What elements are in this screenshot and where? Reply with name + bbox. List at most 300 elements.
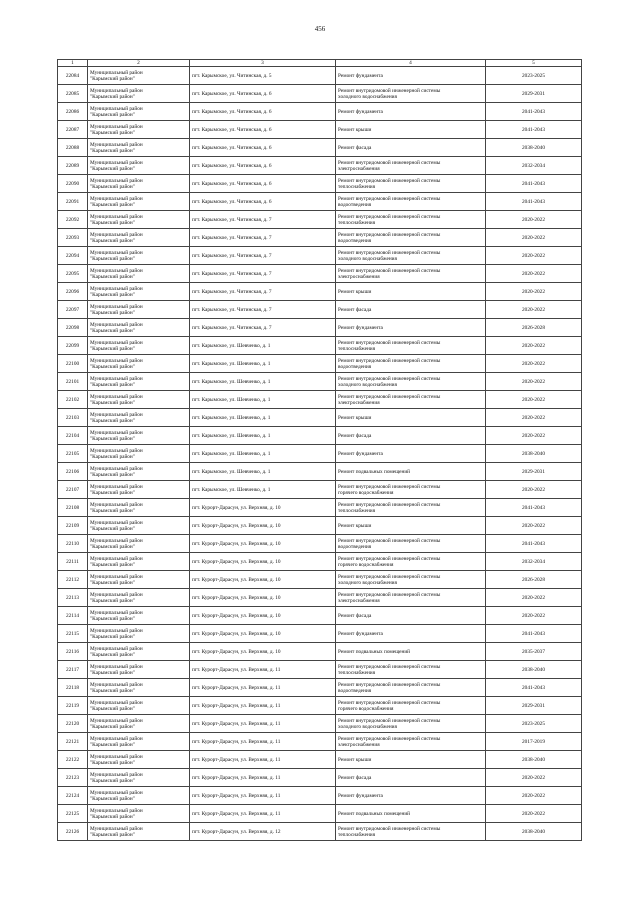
period-cell: 2020-2022 [486,481,582,499]
municipality-cell [88,85,190,103]
work-line: Ремонт фундамента [338,108,383,115]
period-cell: 2020-2022 [486,229,582,247]
table-row [58,391,582,409]
address-cell: пгт. Карымское, ул. Читинская, д. 6 [190,103,336,121]
address-cell: пгт. Карымское, ул. Читинская, д. 6 [190,175,336,193]
work-cell [336,643,486,661]
period-cell: 2020-2022 [486,409,582,427]
municipality-cell [88,283,190,301]
municipality-line-2: "Карымский район" [90,201,135,208]
period-cell: 2041-2043 [486,103,582,121]
row-number: 22095 [58,265,88,283]
period-cell: 2029-2031 [486,463,582,481]
municipality-line-2: "Карымский район" [90,795,135,802]
municipality-line-1: Муниципальный район [90,717,143,724]
municipality-cell [88,535,190,553]
table-row [58,643,582,661]
work-line: Ремонт внутридомовой инженерной системы [338,231,441,238]
table-row [58,607,582,625]
row-number: 22106 [58,463,88,481]
municipality-line-1: Муниципальный район [90,609,143,616]
municipality-cell [88,787,190,805]
work-line: электроснабжения [338,597,380,604]
address-cell: пгт. Карымское, ул. Шевченко, д. 1 [190,463,336,481]
table-row [58,661,582,679]
work-cell [336,499,486,517]
work-line: Ремонт фасада [338,306,372,313]
municipality-cell [88,679,190,697]
row-number: 22125 [58,805,88,823]
work-line: Ремонт внутридомовой инженерной системы [338,825,441,832]
period-cell: 2023-2025 [486,715,582,733]
table-row [58,589,582,607]
municipality-line-2: "Карымский район" [90,435,135,442]
municipality-line-1: Муниципальный район [90,825,143,832]
row-number: 22108 [58,499,88,517]
municipality-line-1: Муниципальный район [90,393,143,400]
address-cell: пгт. Карымское, ул. Шевченко, д. 1 [190,373,336,391]
period-cell: 2020-2022 [486,589,582,607]
municipality-cell [88,553,190,571]
address-cell: пгт. Курорт-Дарасун, ул. Верхняя, д. 11 [190,805,336,823]
municipality-cell [88,517,190,535]
municipality-cell [88,265,190,283]
municipality-cell [88,391,190,409]
municipality-line-2: "Карымский район" [90,831,135,838]
address-cell: пгт. Карымское, ул. Шевченко, д. 1 [190,337,336,355]
row-number: 22109 [58,517,88,535]
period-cell: 2038-2040 [486,445,582,463]
period-cell: 2041-2043 [486,193,582,211]
municipality-line-1: Муниципальный район [90,159,143,166]
municipality-cell [88,445,190,463]
work-cell [336,229,486,247]
period-cell: 2041-2043 [486,499,582,517]
table-row [58,67,582,85]
municipality-line-1: Муниципальный район [90,807,143,814]
work-cell [336,625,486,643]
address-cell: пгт. Карымское, ул. Читинская, д. 7 [190,211,336,229]
address-cell: пгт. Карымское, ул. Читинская, д. 7 [190,283,336,301]
period-cell: 2020-2022 [486,769,582,787]
address-cell: пгт. Курорт-Дарасун, ул. Верхняя, д. 11 [190,697,336,715]
work-line: холодного водоснабжения [338,93,397,100]
work-line: Ремонт фасада [338,432,372,439]
work-line: горячего водоснабжения [338,561,394,568]
work-line: водоотведения [338,363,372,370]
municipality-line-2: "Карымский район" [90,615,135,622]
work-line: Ремонт фундамента [338,792,383,799]
municipality-cell [88,337,190,355]
address-cell: пгт. Курорт-Дарасун, ул. Верхняя, д. 11 [190,751,336,769]
municipality-line-2: "Карымский район" [90,237,135,244]
row-number: 22104 [58,427,88,445]
municipality-line-1: Муниципальный район [90,303,143,310]
address-cell: пгт. Карымское, ул. Читинская, д. 7 [190,319,336,337]
work-line: Ремонт фундамента [338,630,383,637]
row-number: 22119 [58,697,88,715]
row-number: 22123 [58,769,88,787]
table-row [58,769,582,787]
municipality-line-2: "Карымский район" [90,489,135,496]
work-line: Ремонт фасада [338,144,372,151]
work-cell [336,823,486,841]
table-row [58,247,582,265]
work-line: Ремонт фундамента [338,450,383,457]
work-cell [336,139,486,157]
row-number: 22094 [58,247,88,265]
municipality-line-2: "Карымский район" [90,453,135,460]
municipality-line-1: Муниципальный район [90,663,143,670]
municipality-line-1: Муниципальный район [90,519,143,526]
work-cell [336,445,486,463]
municipality-line-1: Муниципальный район [90,213,143,220]
work-line: Ремонт внутридомовой инженерной системы [338,213,441,220]
municipality-line-1: Муниципальный район [90,591,143,598]
work-line: Ремонт крыши [338,126,372,133]
municipality-cell [88,409,190,427]
address-cell: пгт. Курорт-Дарасун, ул. Верхняя, д. 10 [190,553,336,571]
row-number: 22097 [58,301,88,319]
row-number: 22087 [58,121,88,139]
municipality-line-1: Муниципальный район [90,483,143,490]
municipality-line-1: Муниципальный район [90,555,143,562]
period-cell: 2020-2022 [486,301,582,319]
address-cell: пгт. Курорт-Дарасун, ул. Верхняя, д. 10 [190,643,336,661]
table-row [58,193,582,211]
work-cell [336,697,486,715]
work-line: Ремонт внутридомовой инженерной системы [338,681,441,688]
municipality-line-2: "Карымский район" [90,291,135,298]
municipality-line-1: Муниципальный район [90,465,143,472]
table-row [58,373,582,391]
municipality-line-1: Муниципальный район [90,69,143,76]
municipality-line-1: Муниципальный район [90,339,143,346]
work-cell [336,589,486,607]
work-line: Ремонт внутридомовой инженерной системы [338,249,441,256]
row-number: 22115 [58,625,88,643]
municipality-line-2: "Карымский район" [90,597,135,604]
header-col-5: 5 [486,60,582,67]
table-header [58,60,582,67]
address-cell: пгт. Карымское, ул. Читинская, д. 6 [190,121,336,139]
municipality-line-1: Муниципальный район [90,681,143,688]
period-cell: 2020-2022 [486,607,582,625]
municipality-line-1: Муниципальный район [90,195,143,202]
period-cell: 2041-2043 [486,121,582,139]
municipality-line-2: "Карымский район" [90,219,135,226]
work-line: Ремонт подвальных помещений [338,468,410,475]
row-number: 22117 [58,661,88,679]
work-cell [336,571,486,589]
address-cell: пгт. Курорт-Дарасун, ул. Верхняя, д. 10 [190,607,336,625]
municipality-cell [88,823,190,841]
municipality-line-1: Муниципальный район [90,141,143,148]
municipality-cell [88,121,190,139]
municipality-line-2: "Карымский район" [90,507,135,514]
work-line: Ремонт внутридомовой инженерной системы [338,663,441,670]
work-cell [336,67,486,85]
table-row [58,499,582,517]
work-line: Ремонт внутридомовой инженерной системы [338,177,441,184]
work-line: Ремонт крыши [338,756,372,763]
work-cell [336,283,486,301]
municipality-cell [88,67,190,85]
work-cell [336,175,486,193]
municipality-cell [88,805,190,823]
municipality-cell [88,643,190,661]
address-cell: пгт. Курорт-Дарасун, ул. Верхняя, д. 12 [190,823,336,841]
address-cell: пгт. Карымское, ул. Шевченко, д. 1 [190,409,336,427]
work-cell [336,265,486,283]
work-cell [336,553,486,571]
table-row [58,139,582,157]
address-cell: пгт. Курорт-Дарасун, ул. Верхняя, д. 10 [190,535,336,553]
table-row [58,229,582,247]
row-number: 22122 [58,751,88,769]
municipality-line-2: "Карымский район" [90,75,135,82]
period-cell: 2032-2034 [486,553,582,571]
municipality-cell [88,139,190,157]
address-cell: пгт. Карымское, ул. Читинская, д. 6 [190,139,336,157]
municipality-line-2: "Карымский район" [90,669,135,676]
work-line: горячего водоснабжения [338,705,394,712]
municipality-cell [88,355,190,373]
work-cell [336,769,486,787]
row-number: 22099 [58,337,88,355]
row-number: 22089 [58,157,88,175]
work-line: электроснабжения [338,165,380,172]
period-cell: 2020-2022 [486,787,582,805]
work-cell [336,103,486,121]
municipality-cell [88,229,190,247]
period-cell: 2020-2022 [486,355,582,373]
municipality-line-1: Муниципальный район [90,699,143,706]
table-row [58,103,582,121]
municipality-line-1: Муниципальный район [90,753,143,760]
work-line: Ремонт внутридомовой инженерной системы [338,537,441,544]
table-row [58,337,582,355]
period-cell: 2041-2043 [486,625,582,643]
municipality-cell [88,319,190,337]
period-cell: 2035-2037 [486,643,582,661]
municipality-line-2: "Карымский район" [90,111,135,118]
period-cell: 2026-2028 [486,571,582,589]
period-cell: 2038-2040 [486,823,582,841]
work-line: теплоснабжения [338,831,376,838]
municipality-line-1: Муниципальный район [90,375,143,382]
work-cell [336,535,486,553]
row-number: 22088 [58,139,88,157]
work-line: Ремонт внутридомовой инженерной системы [338,195,441,202]
header-col-2: 2 [88,60,190,67]
work-cell [336,193,486,211]
period-cell: 2038-2040 [486,751,582,769]
work-cell [336,481,486,499]
municipality-cell [88,697,190,715]
table-row [58,445,582,463]
municipality-cell [88,175,190,193]
period-cell: 2029-2031 [486,85,582,103]
work-line: Ремонт внутридомовой инженерной системы [338,555,441,562]
municipality-line-1: Муниципальный район [90,105,143,112]
work-line: теплоснабжения [338,183,376,190]
work-cell [336,517,486,535]
row-number: 22096 [58,283,88,301]
work-cell [336,661,486,679]
table-row [58,301,582,319]
municipality-line-2: "Карымский район" [90,651,135,658]
table-row [58,697,582,715]
work-line: Ремонт внутридомовой инженерной системы [338,159,441,166]
work-line: электроснабжения [338,273,380,280]
row-number: 22086 [58,103,88,121]
work-line: Ремонт крыши [338,522,372,529]
work-cell [336,373,486,391]
work-cell [336,391,486,409]
municipality-cell [88,463,190,481]
work-cell [336,607,486,625]
row-number: 22090 [58,175,88,193]
row-number: 22103 [58,409,88,427]
period-cell: 2038-2040 [486,139,582,157]
municipality-cell [88,499,190,517]
row-number: 22114 [58,607,88,625]
row-number: 22118 [58,679,88,697]
work-line: Ремонт крыши [338,288,372,295]
work-cell [336,319,486,337]
table-row [58,463,582,481]
municipality-line-2: "Карымский район" [90,327,135,334]
municipality-line-1: Муниципальный район [90,645,143,652]
municipality-line-1: Муниципальный район [90,429,143,436]
work-line: теплоснабжения [338,219,376,226]
municipality-line-1: Муниципальный район [90,771,143,778]
work-line: холодного водоснабжения [338,579,397,586]
period-cell: 2038-2040 [486,661,582,679]
table-row [58,481,582,499]
work-cell [336,733,486,751]
address-cell: пгт. Курорт-Дарасун, ул. Верхняя, д. 11 [190,661,336,679]
table-row [58,283,582,301]
address-cell: пгт. Карымское, ул. Читинская, д. 6 [190,85,336,103]
municipality-cell [88,103,190,121]
row-number: 22105 [58,445,88,463]
work-cell [336,121,486,139]
work-line: Ремонт внутридомовой инженерной системы [338,699,441,706]
work-cell [336,409,486,427]
work-line: Ремонт внутридомовой инженерной системы [338,87,441,94]
period-cell: 2026-2028 [486,319,582,337]
address-cell: пгт. Курорт-Дарасун, ул. Верхняя, д. 11 [190,733,336,751]
municipality-line-1: Муниципальный район [90,447,143,454]
work-cell [336,427,486,445]
work-line: теплоснабжения [338,669,376,676]
period-cell: 2020-2022 [486,427,582,445]
municipality-line-1: Муниципальный район [90,357,143,364]
municipality-line-2: "Карымский район" [90,561,135,568]
municipality-cell [88,373,190,391]
municipality-line-2: "Карымский район" [90,417,135,424]
municipality-line-2: "Карымский район" [90,741,135,748]
work-line: холодного водоснабжения [338,723,397,730]
period-cell: 2020-2022 [486,247,582,265]
municipality-cell [88,427,190,445]
work-cell [336,715,486,733]
period-cell: 2020-2022 [486,391,582,409]
municipality-line-2: "Карымский район" [90,165,135,172]
table-row [58,265,582,283]
table-row [58,715,582,733]
address-cell: пгт. Карымское, ул. Читинская, д. 7 [190,229,336,247]
row-number: 22112 [58,571,88,589]
municipality-line-1: Муниципальный район [90,123,143,130]
address-cell: пгт. Курорт-Дарасун, ул. Верхняя, д. 10 [190,625,336,643]
address-cell: пгт. Карымское, ул. Шевченко, д. 1 [190,391,336,409]
work-line: теплоснабжения [338,345,376,352]
header-col-4: 4 [336,60,486,67]
row-number: 22102 [58,391,88,409]
table-row [58,823,582,841]
work-cell [336,679,486,697]
work-cell [336,301,486,319]
address-cell: пгт. Карымское, ул. Шевченко, д. 1 [190,481,336,499]
address-cell: пгт. Курорт-Дарасун, ул. Верхняя, д. 10 [190,499,336,517]
address-cell: пгт. Курорт-Дарасун, ул. Верхняя, д. 11 [190,787,336,805]
municipality-line-1: Муниципальный район [90,573,143,580]
work-line: Ремонт внутридомовой инженерной системы [338,339,441,346]
work-line: водоотведения [338,687,372,694]
table-row [58,85,582,103]
address-cell: пгт. Курорт-Дарасун, ул. Верхняя, д. 11 [190,679,336,697]
work-line: Ремонт крыши [338,414,372,421]
header-row [58,60,582,67]
municipality-line-2: "Карымский район" [90,759,135,766]
municipality-line-2: "Карымский район" [90,723,135,730]
row-number: 22110 [58,535,88,553]
work-line: Ремонт подвальных помещений [338,648,410,655]
table-row [58,211,582,229]
registry-table [57,59,582,841]
municipality-cell [88,589,190,607]
work-line: водоотведения [338,237,372,244]
period-cell: 2023-2025 [486,67,582,85]
work-line: Ремонт внутридомовой инженерной системы [338,267,441,274]
row-number: 22120 [58,715,88,733]
table-row [58,733,582,751]
work-cell [336,751,486,769]
table-row [58,157,582,175]
row-number: 22100 [58,355,88,373]
work-line: Ремонт внутридомовой инженерной системы [338,717,441,724]
address-cell: пгт. Курорт-Дарасун, ул. Верхняя, д. 10 [190,517,336,535]
municipality-line-2: "Карымский район" [90,309,135,316]
period-cell: 2020-2022 [486,283,582,301]
municipality-line-2: "Карымский район" [90,129,135,136]
address-cell: пгт. Карымское, ул. Шевченко, д. 1 [190,427,336,445]
row-number: 22098 [58,319,88,337]
period-cell: 2017-2019 [486,733,582,751]
municipality-cell [88,211,190,229]
table-row [58,553,582,571]
work-line: Ремонт внутридомовой инженерной системы [338,357,441,364]
work-line: теплоснабжения [338,507,376,514]
period-cell: 2041-2043 [486,535,582,553]
row-number: 22124 [58,787,88,805]
address-cell: пгт. Карымское, ул. Читинская, д. 7 [190,265,336,283]
row-number: 22107 [58,481,88,499]
table-row [58,679,582,697]
